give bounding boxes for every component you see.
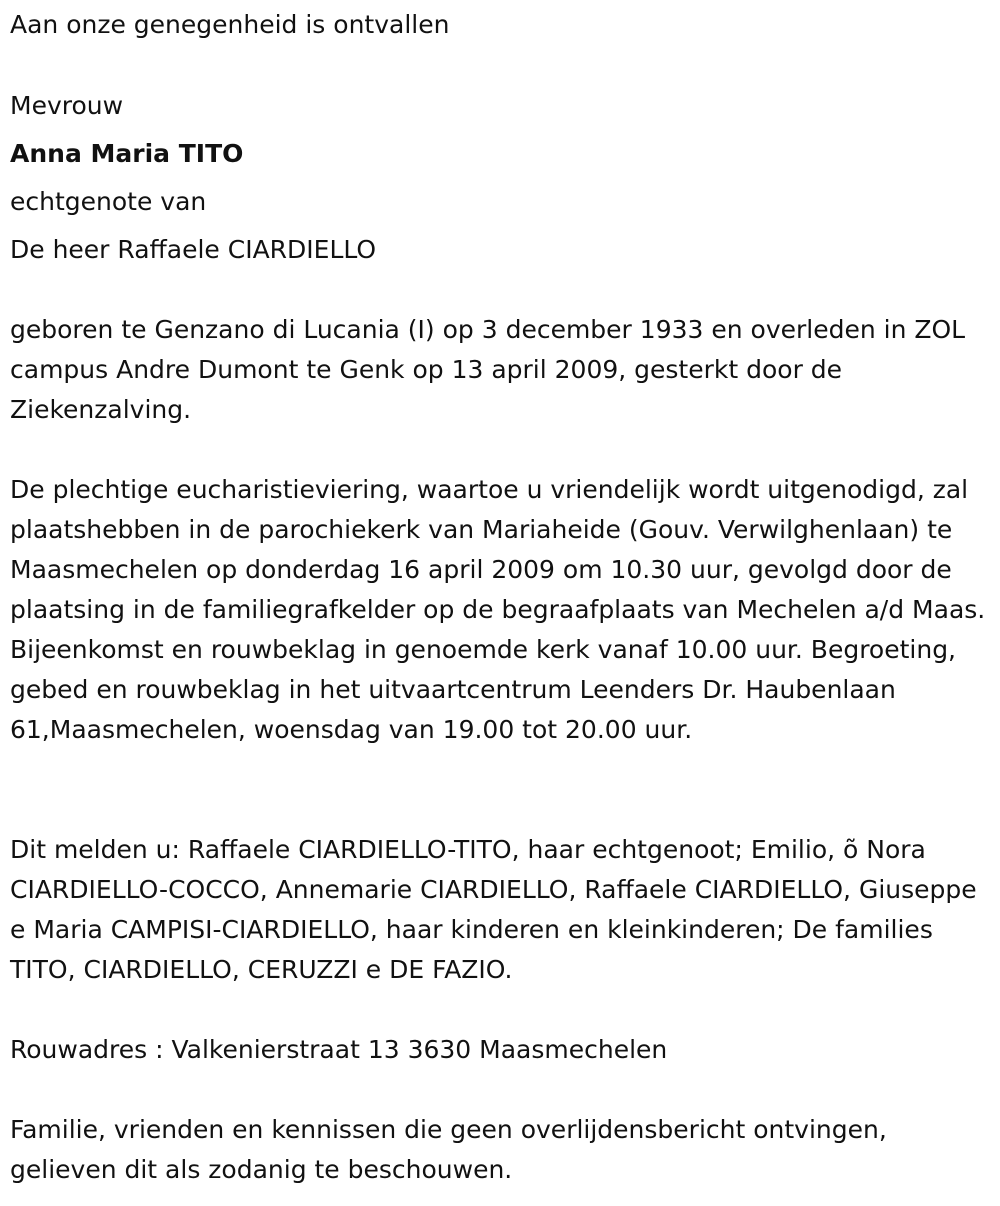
deceased-name: Anna Maria TITO [10, 139, 244, 168]
funeral-address: Rouwadres : Valkenierstraat 13 3630 Maasmechelen [10, 1035, 668, 1064]
spouse-name: De heer Raffaele CIARDIELLO [10, 235, 377, 264]
ceremony-paragraph: De plechtige eucharistieviering, waartoe u vriendelijk wordt uitgenodigd, zal plaatshebben in de parochiekerk van Mariaheide (Gouv. Verwilghenlaan) te Maasmechelen op donderdag 16 april 2009 om 10.30 uur, gevolgd door de plaatsing in de familiegrafkelder op de begraafplaats van Mechelen a/d Maas. Bijeenkomst en rouwbeklag in genoemde kerk vanaf 10.00 uur. Begroeting, gebed en rouwbeklag in het uitvaartcentrum Leenders Dr. Haubenlaan 61,Maasmechelen, woensdag van 19.00 tot 20.00 uur. [10, 475, 986, 744]
relation-text: echtgenote van [10, 187, 207, 216]
birth-death-paragraph: geboren te Genzano di Lucania (I) op 3 december 1933 en overleden in ZOL campus Andre Dumont te Genk op 13 april 2009, gesterkt door de Ziekenzalving. [10, 315, 966, 424]
announcers-paragraph: Dit melden u: Raffaele CIARDIELLO-TITO, haar echtgenoot; Emilio, õ Nora CIARDIELLO-COCCO, Annemarie CIARDIELLO, Raffaele CIARDIELLO, Giuseppe e Maria CAMPISI-CIARDIELLO, haar kinderen en kleinkinderen; De families TITO, CIARDIELLO, CERUZZI e DE FAZIO. [10, 835, 977, 984]
closing-paragraph: Familie, vrienden en kennissen die geen overlijdensbericht ontvingen, gelieven dit als zodanig te beschouwen. [10, 1115, 887, 1184]
intro-text: Aan onze genegenheid is ontvallen [10, 10, 450, 39]
honorific-title: Mevrouw [10, 91, 124, 120]
